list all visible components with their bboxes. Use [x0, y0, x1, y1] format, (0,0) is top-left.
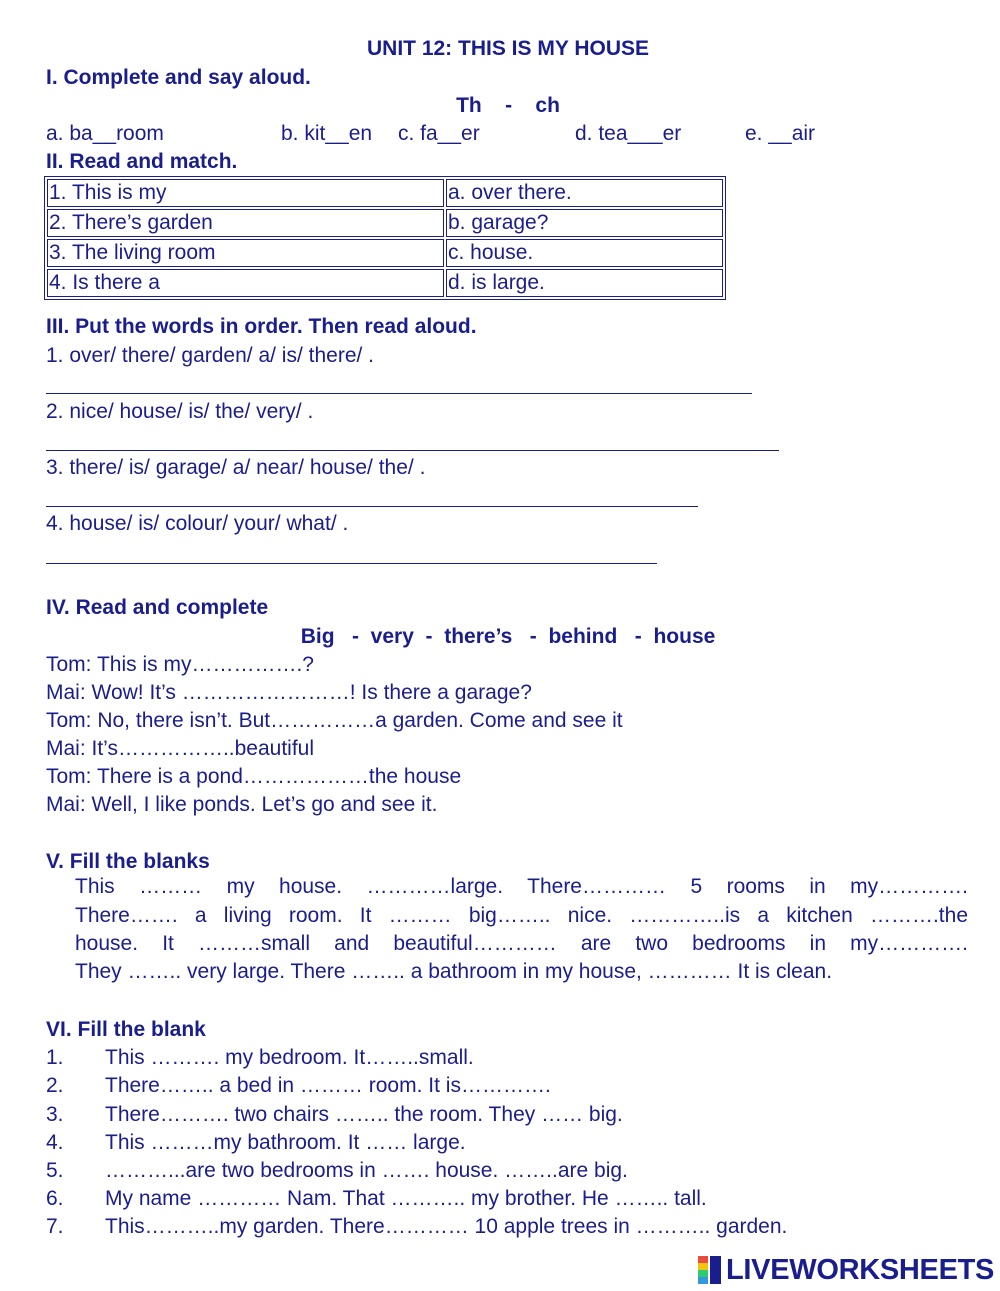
- match-left-cell[interactable]: 1. This is my: [47, 179, 444, 207]
- paragraph-line: There……. a living room. It ……… big…….. nice. …………..is a kitchen ……….the: [75, 904, 968, 927]
- item-number: 4.: [46, 1131, 64, 1154]
- fill-item: My name ………… Nam. That ……….. my brother. He …….. tall.: [105, 1187, 707, 1210]
- item-number: 6.: [46, 1187, 64, 1210]
- section-5-heading: V. Fill the blanks: [46, 850, 210, 873]
- exercise-item-b: b. kit__en: [281, 122, 373, 145]
- item-number: 1.: [46, 1046, 64, 1069]
- dialogue-line: Tom: There is a pond………………the house: [46, 765, 462, 788]
- paragraph-line: house. It ………small and beautiful………… are two bedrooms in my………….: [75, 932, 968, 955]
- logo-block: [698, 1263, 708, 1270]
- table-row: [47, 269, 723, 297]
- exercise-item-c: c. fa__er: [398, 122, 480, 145]
- match-right-cell[interactable]: b. garage?: [446, 209, 723, 237]
- fill-item: ………...are two bedrooms in ……. house. ……..are big.: [105, 1159, 628, 1182]
- dialogue-line: Mai: Wow! It’s ……………………! Is there a garage?: [46, 681, 532, 704]
- reorder-item-3: 3. there/ is/ garage/ a/ near/ house/ the/ .: [46, 456, 426, 479]
- match-right-cell[interactable]: d. is large.: [446, 269, 723, 297]
- letter-options: Th - ch: [456, 94, 560, 117]
- section-6-heading: VI. Fill the blank: [46, 1018, 206, 1041]
- item-number: 2.: [46, 1074, 64, 1097]
- match-right-cell[interactable]: a. over there.: [446, 179, 723, 207]
- paragraph-line: This ……… my house. …………large. There………… 5 rooms in my………….: [75, 875, 968, 898]
- logo-block: [698, 1256, 708, 1263]
- dialogue-line: Mai: It’s……………..beautiful: [46, 737, 315, 760]
- match-table: [44, 176, 726, 300]
- paragraph-line: They …….. very large. There …….. a bathroom in my house, ………… It is clean.: [75, 960, 833, 983]
- dialogue-line: Tom: No, there isn’t. But……………a garden. Come and see it: [46, 709, 623, 732]
- fill-item: There………. two chairs …….. the room. They …… big.: [105, 1103, 623, 1126]
- fill-item: This………..my garden. There………… 10 apple trees in ……….. garden.: [105, 1215, 788, 1238]
- page-title: UNIT 12: THIS IS MY HOUSE: [367, 37, 649, 60]
- reorder-item-4: 4. house/ is/ colour/ your/ what/ .: [46, 512, 349, 535]
- answer-line-1[interactable]: [46, 393, 752, 394]
- match-right-cell[interactable]: c. house.: [446, 239, 723, 267]
- fill-item: This ………. my bedroom. It……..small.: [105, 1046, 474, 1069]
- dialogue-line: Tom: This is my…………….?: [46, 653, 314, 676]
- section-1-heading: I. Complete and say aloud.: [46, 66, 311, 89]
- logo-blocks-icon: [698, 1256, 722, 1284]
- logo-block: [698, 1277, 708, 1284]
- dialogue-line: Mai: Well, I like ponds. Let’s go and see it.: [46, 793, 438, 816]
- match-left-cell[interactable]: 4. Is there a: [47, 269, 444, 297]
- answer-line-4[interactable]: [46, 563, 657, 564]
- answer-line-3[interactable]: [46, 506, 698, 507]
- exercise-item-d: d. tea___er: [575, 122, 682, 145]
- section-4-heading: IV. Read and complete: [46, 596, 269, 619]
- section-2-heading: II. Read and match.: [46, 150, 238, 173]
- word-bank: Big - very - there’s - behind - house: [300, 625, 716, 648]
- exercise-item-e: e. __air: [745, 122, 816, 145]
- match-left-cell[interactable]: 3. The living room: [47, 239, 444, 267]
- fill-item: There…….. a bed in ……… room. It is………….: [105, 1074, 551, 1097]
- table-row: [47, 239, 723, 267]
- logo-bar: [710, 1256, 721, 1284]
- logo-text: LIVEWORKSHEETS: [726, 1253, 995, 1286]
- table-row: [47, 209, 723, 237]
- table-row: [47, 179, 723, 207]
- answer-line-2[interactable]: [46, 450, 779, 451]
- item-number: 7.: [46, 1215, 64, 1238]
- liveworksheets-logo: [698, 1253, 995, 1286]
- match-left-cell[interactable]: 2. There’s garden: [47, 209, 444, 237]
- item-number: 5.: [46, 1159, 64, 1182]
- exercise-item-a: a. ba__room: [46, 122, 164, 145]
- reorder-item-1: 1. over/ there/ garden/ a/ is/ there/ .: [46, 344, 375, 367]
- reorder-item-2: 2. nice/ house/ is/ the/ very/ .: [46, 400, 314, 423]
- logo-block: [698, 1270, 708, 1277]
- fill-item: This ………my bathroom. It …… large.: [105, 1131, 466, 1154]
- section-3-heading: III. Put the words in order. Then read aloud.: [46, 315, 477, 338]
- item-number: 3.: [46, 1103, 64, 1126]
